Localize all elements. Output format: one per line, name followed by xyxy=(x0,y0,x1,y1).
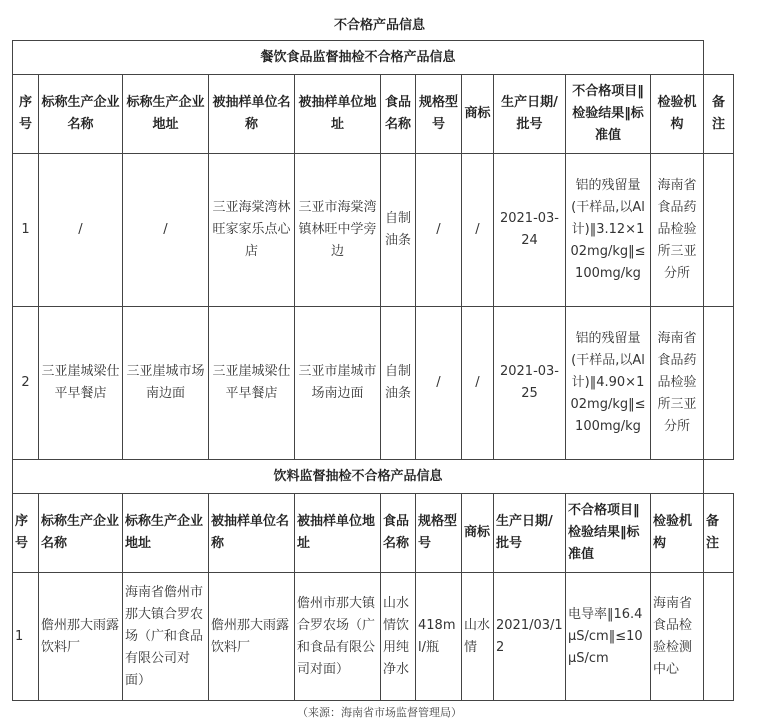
cell-trademark: / xyxy=(462,154,494,307)
cell-producer-address: 三亚崖城市场南边面 xyxy=(123,307,209,460)
table-row xyxy=(13,154,734,307)
cell-nonconforming: 铝的残留量(干样品,以Al计)‖4.90×102mg/kg‖≤100mg/kg xyxy=(566,307,651,460)
header-sampled-unit-address: 被抽样单位地址 xyxy=(295,75,381,154)
cell-spec: 418ml/瓶 xyxy=(416,573,462,701)
cell-nonconforming: 电导率‖16.4μS/cm‖≤10μS/cm xyxy=(566,573,651,701)
cell-trademark: 山水情 xyxy=(462,573,494,701)
cell-spec: / xyxy=(416,154,462,307)
header-producer-address: 标称生产企业地址 xyxy=(123,75,209,154)
header-producer-name: 标称生产企业名称 xyxy=(39,75,123,154)
cell-sampled-unit-name: 三亚崖城梁仕平早餐店 xyxy=(209,307,295,460)
cell-inspection-agency: 海南省食品药品检验所三亚分所 xyxy=(651,307,704,460)
cell-sampled-unit-address: 三亚市崖城市场南边面 xyxy=(295,307,381,460)
page-title: 不合格产品信息 xyxy=(333,18,425,33)
cell-remark xyxy=(704,154,734,307)
cell-seq: 2 xyxy=(13,307,39,460)
cell-seq: 1 xyxy=(13,573,39,701)
header-spec: 规格型号 xyxy=(416,75,462,154)
cell-production-date: 2021/03/12 xyxy=(494,573,566,701)
cell-remark xyxy=(704,573,734,701)
cell-trademark: / xyxy=(462,307,494,460)
catering-nonconforming-table xyxy=(12,40,734,460)
header-seq: 序号 xyxy=(13,494,39,573)
header-sampled-unit-name: 被抽样单位名称 xyxy=(209,75,295,154)
header-food-name: 食品名称 xyxy=(381,494,416,573)
header-producer-address: 标称生产企业地址 xyxy=(123,494,209,573)
header-nonconforming: 不合格项目‖检验结果‖标准值 xyxy=(566,75,651,154)
section1-title: 餐饮食品监督抽检不合格产品信息 xyxy=(13,41,704,75)
cell-food-name: 自制油条 xyxy=(381,154,416,307)
cell-inspection-agency: 海南省食品药品检验所三亚分所 xyxy=(651,154,704,307)
header-spec: 规格型号 xyxy=(416,494,462,573)
header-nonconforming: 不合格项目‖检验结果‖标准值 xyxy=(566,494,651,573)
header-trademark: 商标 xyxy=(462,494,494,573)
header-seq: 序号 xyxy=(13,75,39,154)
cell-food-name: 自制油条 xyxy=(381,307,416,460)
header-inspection-agency: 检验机构 xyxy=(651,75,704,154)
cell-sampled-unit-name: 三亚海棠湾林旺家家乐点心店 xyxy=(209,154,295,307)
cell-producer-address: / xyxy=(123,154,209,307)
cell-food-name: 山水情饮用纯净水 xyxy=(381,573,416,701)
cell-production-date: 2021-03-24 xyxy=(494,154,566,307)
cell-producer-name: 儋州那大雨露饮料厂 xyxy=(39,573,123,701)
section2-title: 饮料监督抽检不合格产品信息 xyxy=(13,460,704,494)
cell-sampled-unit-address: 三亚市海棠湾镇林旺中学旁边 xyxy=(295,154,381,307)
header-remark: 备注 xyxy=(704,75,734,154)
cell-remark xyxy=(704,307,734,460)
cell-spec: / xyxy=(416,307,462,460)
source-note: （来源：海南省市场监督管理局） xyxy=(297,706,462,719)
beverage-nonconforming-table xyxy=(12,459,734,701)
cell-producer-name: 三亚崖城梁仕平早餐店 xyxy=(39,307,123,460)
table-row xyxy=(13,307,734,460)
cell-sampled-unit-name: 儋州那大雨露饮料厂 xyxy=(209,573,295,701)
header-sampled-unit-name: 被抽样单位名称 xyxy=(209,494,295,573)
header-production-date: 生产日期/批号 xyxy=(494,494,566,573)
cell-nonconforming: 铝的残留量(干样品,以Al计)‖3.12×102mg/kg‖≤100mg/kg xyxy=(566,154,651,307)
cell-production-date: 2021-03-25 xyxy=(494,307,566,460)
header-sampled-unit-address: 被抽样单位地址 xyxy=(295,494,381,573)
header-food-name: 食品名称 xyxy=(381,75,416,154)
cell-producer-name: / xyxy=(39,154,123,307)
header-inspection-agency: 检验机构 xyxy=(651,494,704,573)
cell-seq: 1 xyxy=(13,154,39,307)
header-remark: 备注 xyxy=(704,494,734,573)
table-row xyxy=(13,573,734,701)
header-production-date: 生产日期/批号 xyxy=(494,75,566,154)
cell-inspection-agency: 海南省食品检验检测中心 xyxy=(651,573,704,701)
cell-sampled-unit-address: 儋州市那大镇合罗农场（广和食品有限公司对面） xyxy=(295,573,381,701)
cell-producer-address: 海南省儋州市那大镇合罗农场（广和食品有限公司对面） xyxy=(123,573,209,701)
header-trademark: 商标 xyxy=(462,75,494,154)
header-producer-name: 标称生产企业名称 xyxy=(39,494,123,573)
